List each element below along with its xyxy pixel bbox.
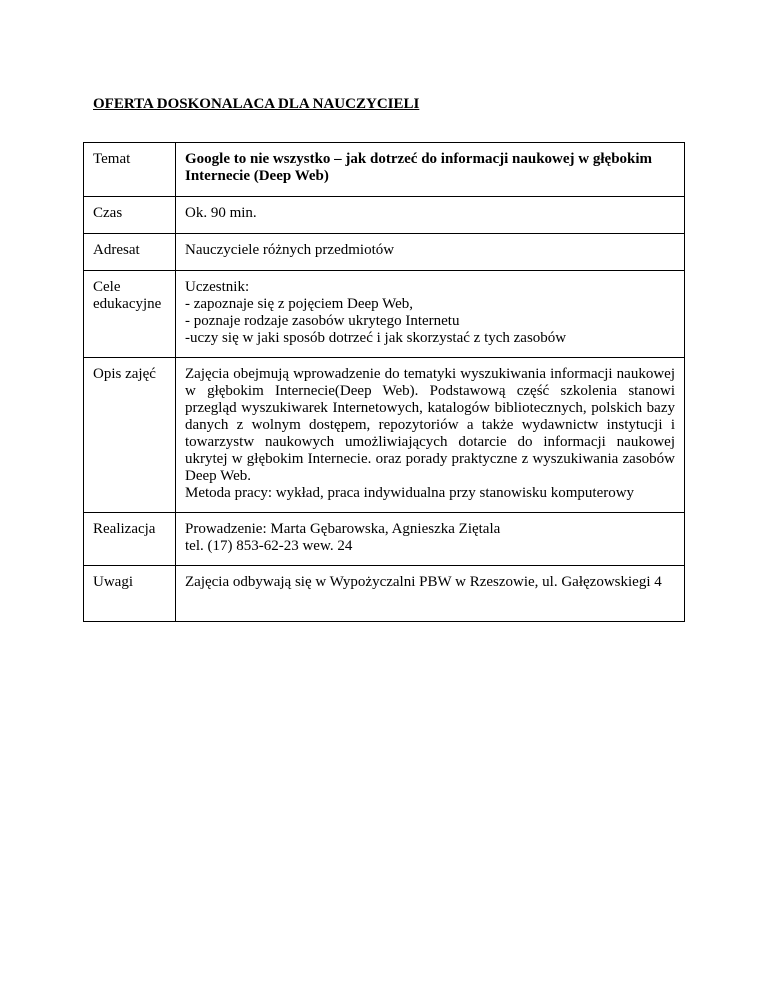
label-czas: Czas xyxy=(84,197,176,234)
table-row-temat xyxy=(84,143,685,197)
value-czas: Ok. 90 min. xyxy=(176,197,685,234)
cele-line: -uczy się w jaki sposób dotrzeć i jak skorzystać z tych zasobów xyxy=(185,330,567,346)
document-title: OFERTA DOSKONALACA DLA NAUCZYCIELI xyxy=(93,96,420,112)
value-adresat: Nauczyciele różnych przedmiotów xyxy=(176,234,685,271)
value-cele xyxy=(176,271,685,358)
offer-table xyxy=(83,142,685,622)
realizacja-line: tel. (17) 853-62-23 wew. 24 xyxy=(185,538,353,554)
table-row-uwagi xyxy=(84,566,685,622)
label-uwagi: Uwagi xyxy=(84,566,176,622)
table-row-adresat xyxy=(84,234,685,271)
realizacja-line: Prowadzenie: Marta Gębarowska, Agnieszka Ziętala xyxy=(185,521,501,537)
table-row-czas xyxy=(84,197,685,234)
cele-line: - zapoznaje się z pojęciem Deep Web, xyxy=(185,296,413,312)
value-opis xyxy=(176,358,685,513)
label-realizacja: Realizacja xyxy=(84,513,176,566)
cele-line: - poznaje rodzaje zasobów ukrytego Internetu xyxy=(185,313,460,329)
label-cele: Cele edukacyjne xyxy=(84,271,176,358)
opis-paragraph: Zajęcia obejmują wprowadzenie do tematyki wyszukiwania informacji naukowej w głębokim Internecie(Deep Web). Podstawową część szkolenia stanowi przegląd wyszukiwarek Internetowych, katalogów bibliotecznych, polskich bazy danych z wolnym dostępem, repozytoriów a także wydawnictw instytucji i towarzystw naukowych umożliwiających dotarcie do informacji naukowej ukrytej w głębokim Internecie. oraz porady praktyczne z wyszukiwania zasobów Deep Web. xyxy=(185,366,675,484)
opis-method: Metoda pracy: wykład, praca indywidualna przy stanowisku komputerowy xyxy=(185,485,635,501)
value-realizacja xyxy=(176,513,685,566)
value-uwagi: Zajęcia odbywają się w Wypożyczalni PBW w Rzeszowie, ul. Gałęzowskiegi 4 xyxy=(176,566,685,622)
label-adresat: Adresat xyxy=(84,234,176,271)
label-opis: Opis zajęć xyxy=(84,358,176,513)
value-temat: Google to nie wszystko – jak dotrzeć do informacji naukowej w głębokim Internecie (Deep Web) xyxy=(176,143,685,197)
cele-line: Uczestnik: xyxy=(185,279,250,295)
table-row-cele xyxy=(84,271,685,358)
table-row-realizacja xyxy=(84,513,685,566)
label-temat: Temat xyxy=(84,143,176,197)
table-row-opis xyxy=(84,358,685,513)
